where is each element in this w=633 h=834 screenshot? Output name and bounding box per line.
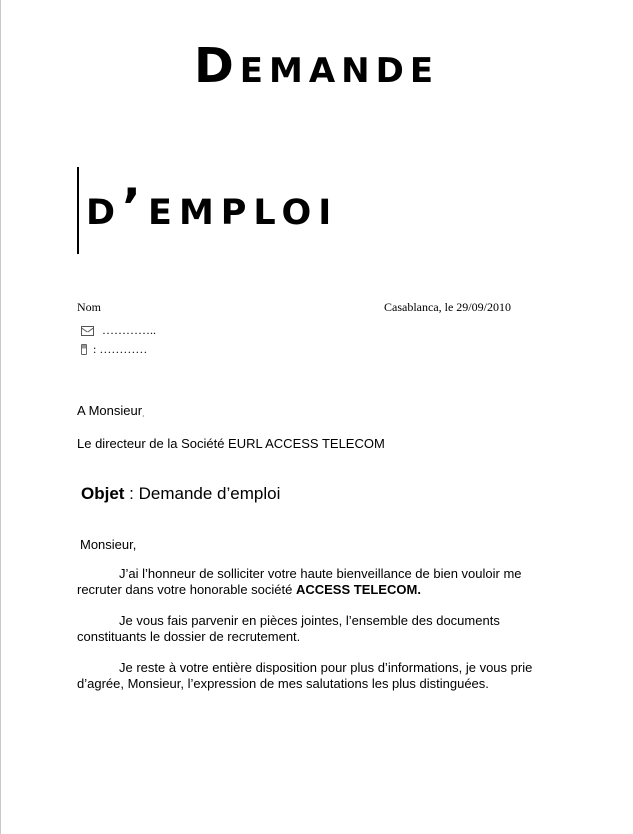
date-line: Casablanca, le 29/09/2010 — [384, 300, 511, 314]
paragraph-3-text: Je reste à votre entière disposition pour plus d’informations, je vous prie d’agrée, Monsieur, l’expression de mes salutations les plus distinguées. — [77, 660, 533, 691]
sender-name-label: Nom — [77, 300, 101, 314]
sender-phone-line — [81, 342, 147, 357]
recipient-line-2: Le directeur de la Société EURL ACCESS TELECOM — [77, 436, 385, 451]
company-name: ACCESS TELECOM — [295, 582, 418, 597]
sender-phone-dots: : ………… — [93, 342, 148, 356]
recipient-title: A Monsieur — [77, 403, 143, 418]
paragraph-2 — [77, 613, 567, 645]
subject-text: Demande d’emploi — [138, 484, 281, 503]
salutation: Monsieur, — [80, 537, 137, 552]
paragraph-1-end: . — [417, 582, 421, 597]
envelope-icon — [81, 326, 94, 336]
page-left-border — [0, 0, 1, 834]
sender-email-line — [81, 323, 156, 338]
subject-label: Objet — [81, 484, 125, 503]
recipient-mark: ¸ — [142, 407, 146, 417]
subject-separator: : — [124, 484, 139, 503]
paragraph-1-text: J’ai l’honneur de solliciter votre haute bienveillance de bien vouloir me recruter dans votre honorable société — [77, 566, 522, 597]
mobile-phone-icon — [81, 344, 87, 355]
recipient-line-1 — [77, 403, 145, 418]
paragraph-3 — [77, 660, 567, 692]
subject-line — [81, 484, 280, 504]
sender-email-dots: ………….. — [102, 323, 156, 337]
text-cursor-bar — [77, 167, 79, 254]
title-line-1: Demande — [193, 38, 440, 94]
paragraph-1 — [77, 566, 567, 598]
title-line-2: d’emploi — [86, 178, 339, 236]
paragraph-2-text: Je vous fais parvenir en pièces jointes, l’ensemble des documents constituants le dossier de recrutement. — [77, 613, 500, 644]
